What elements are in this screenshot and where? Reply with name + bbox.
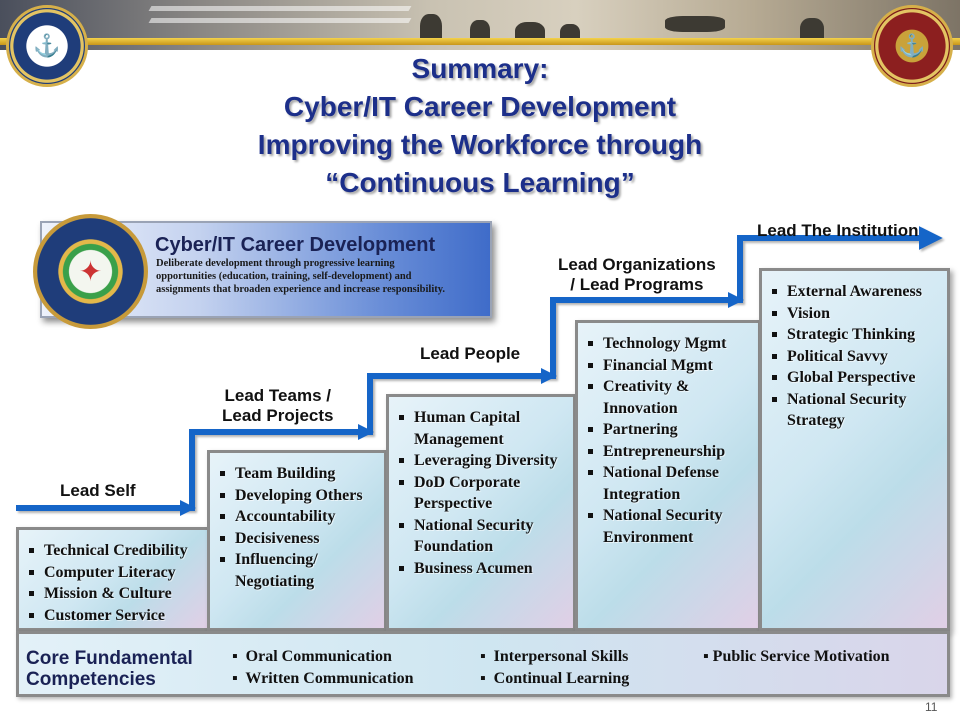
page-number: 11 [925,700,938,714]
core-title-line: Core Fundamental [26,648,193,669]
competency-item: National Security Environment [582,505,752,548]
flag-stripe [149,18,412,23]
core-item-label: Written Communication [245,670,414,687]
competency-item: Strategic Thinking [766,324,941,346]
competency-item: Creativity & Innovation [582,376,752,419]
competency-item: Technology Mgmt [582,333,752,355]
title-line-4: “Continuous Learning” [325,167,635,198]
competency-item: Political Savvy [766,346,941,368]
stage-column-lead-teams [207,450,387,631]
competency-item: Leveraging Diversity [393,450,567,472]
title-line-3: Improving the Workforce through [257,129,703,160]
core-item: ▪ Interpersonal Skills [480,648,629,665]
competency-item: Entrepreneurship [582,441,752,463]
competency-item: Team Building [214,463,378,485]
stage-column-lead-institution [759,268,950,631]
core-competencies-title [26,648,193,690]
core-item-label: Interpersonal Skills [493,648,629,665]
stage-label-lead-self [60,481,136,501]
gold-divider [0,38,960,45]
cyber-box-title: Cyber/IT Career Development [155,234,436,256]
title-line-1: Summary: [411,53,549,84]
title-line-2: Cyber/IT Career Development [283,91,677,122]
helicopter-silhouette [665,16,725,32]
stage-label-line: / Lead Programs [570,275,704,294]
core-item: ▪ Written Communication [232,670,414,687]
competency-item: Decisiveness [214,528,378,550]
competency-item: National Defense Integration [582,462,752,505]
cyber-workforce-seal-icon: ✦ [33,214,148,329]
core-item: ▪ Continual Learning [480,670,630,687]
stage-label-line: Lead Self [60,481,136,500]
slide-title [150,50,810,202]
cyber-box-description: Deliberate development through progressive learning opportunities (education, training, self-development) and assignments that broaden experience and increase responsibility. [156,258,446,295]
competency-item: Technical Credibility [23,540,201,562]
core-item: ▪ Public Service Motivation [703,648,890,665]
stage-label-lead-teams [222,386,334,426]
stage-column-lead-people [386,394,576,631]
stage-label-lead-organizations [558,255,716,295]
competency-item: Mission & Culture [23,583,201,605]
competency-item: Accountability [214,506,378,528]
navy-seal-icon: ⚓ [6,5,88,87]
competency-item: Partnering [582,419,752,441]
core-item-label: Oral Communication [245,648,392,665]
stage-label-lead-people [420,344,520,364]
core-item-label: Continual Learning [493,670,630,687]
stage-label-line: Lead Organizations [558,255,716,274]
cio-seal-icon: ⚓ [871,5,953,87]
flag-stripe [149,6,412,11]
competency-item: National Security Strategy [766,389,941,432]
competency-item: Customer Service [23,605,201,627]
competency-item: External Awareness [766,281,941,303]
competency-item: Developing Others [214,485,378,507]
competency-item: National Security Foundation [393,515,567,558]
core-title-line: Competencies [26,669,156,690]
competency-item: Vision [766,303,941,325]
stage-label-line: Lead The Institution [757,221,919,240]
competency-item: Human Capital Management [393,407,567,450]
competency-item: DoD Corporate Perspective [393,472,567,515]
competency-item: Influencing/ Negotiating [214,549,378,592]
competency-item: Business Acumen [393,558,567,580]
stage-column-lead-organizations [575,320,761,631]
core-item: ▪ Oral Communication [232,648,392,665]
stage-label-line: Lead Teams / [224,386,331,405]
competency-item: Global Perspective [766,367,941,389]
competency-item: Financial Mgmt [582,355,752,377]
stage-label-lead-institution [757,221,919,241]
stage-column-lead-self [16,527,210,631]
stage-label-line: Lead People [420,344,521,363]
competency-item: Computer Literacy [23,562,201,584]
stage-label-line: Lead Projects [222,406,334,425]
